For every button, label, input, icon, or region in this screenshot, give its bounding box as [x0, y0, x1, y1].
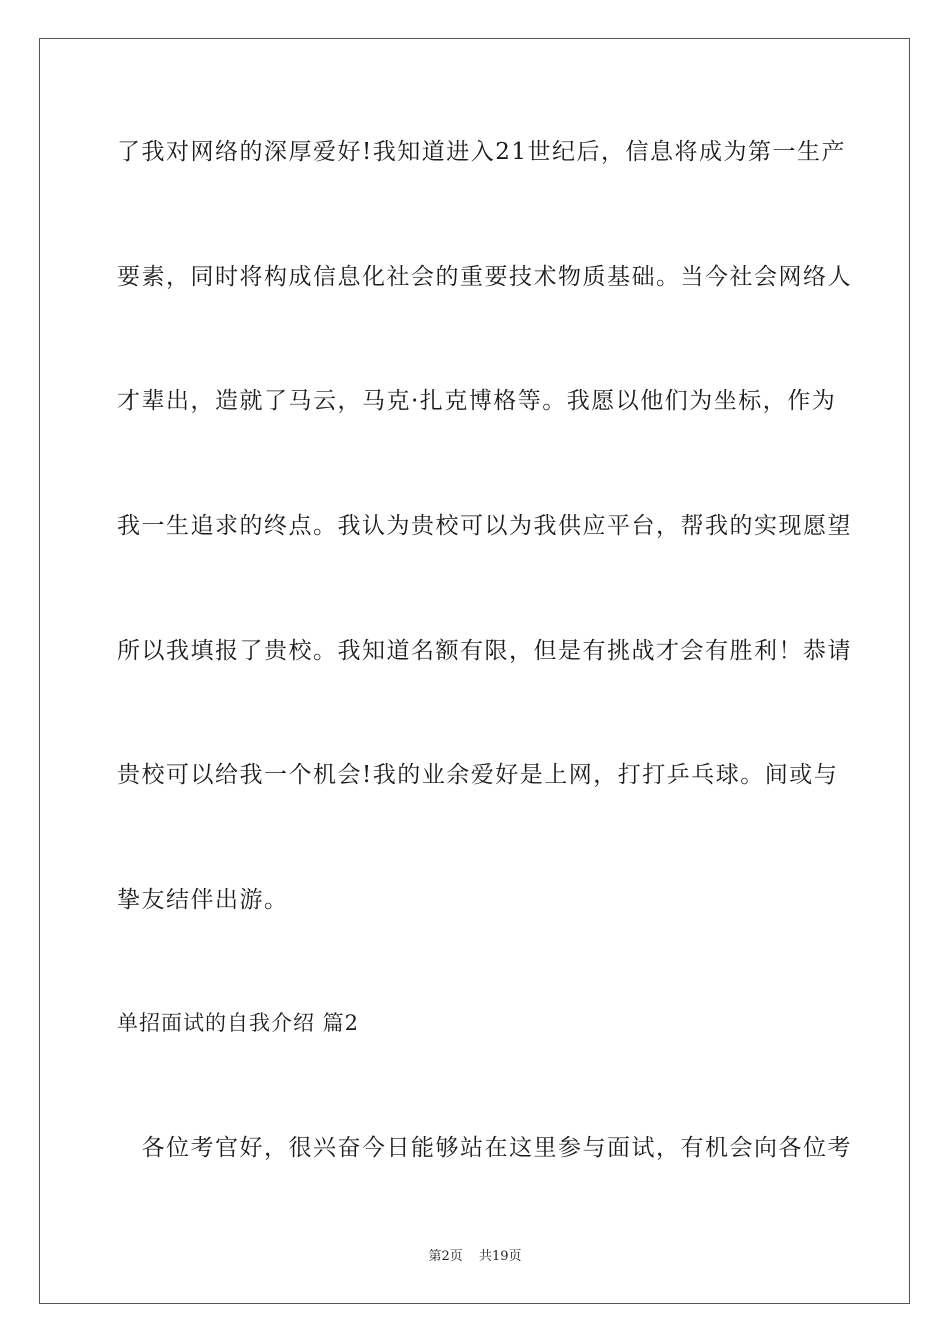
text-line-1: 了我对网络的深厚爱好!我知道进入21世纪后，信息将成为第一生产: [117, 139, 847, 165]
page-border: [39, 38, 910, 1304]
text-line-6: 贵校可以给我一个机会!我的业余爱好是上网，打打乒乓球。间或与: [117, 762, 839, 788]
page-number: 第2页: [428, 1249, 463, 1264]
text-line-7: 挚友结伴出游。: [117, 887, 289, 913]
page-total: 共19页: [478, 1249, 522, 1264]
section-heading: 单招面试的自我介绍 篇2: [117, 1011, 360, 1035]
paragraph-first-line: 各位考官好，很兴奋今日能够站在这里参与面试，有机会向各位考: [117, 1135, 852, 1161]
text-line-4: 我一生追求的终点。我认为贵校可以为我供应平台，帮我的实现愿望: [117, 513, 852, 539]
text-line-3: 才辈出，造就了马云，马克·扎克博格等。我愿以他们为坐标，作为: [117, 388, 837, 414]
text-line-2: 要素，同时将构成信息化社会的重要技术物质基础。当今社会网络人: [117, 264, 852, 290]
page-footer: [0, 1249, 950, 1265]
text-line-5: 所以我填报了贵校。我知道名额有限，但是有挑战才会有胜利！恭请: [117, 638, 852, 664]
